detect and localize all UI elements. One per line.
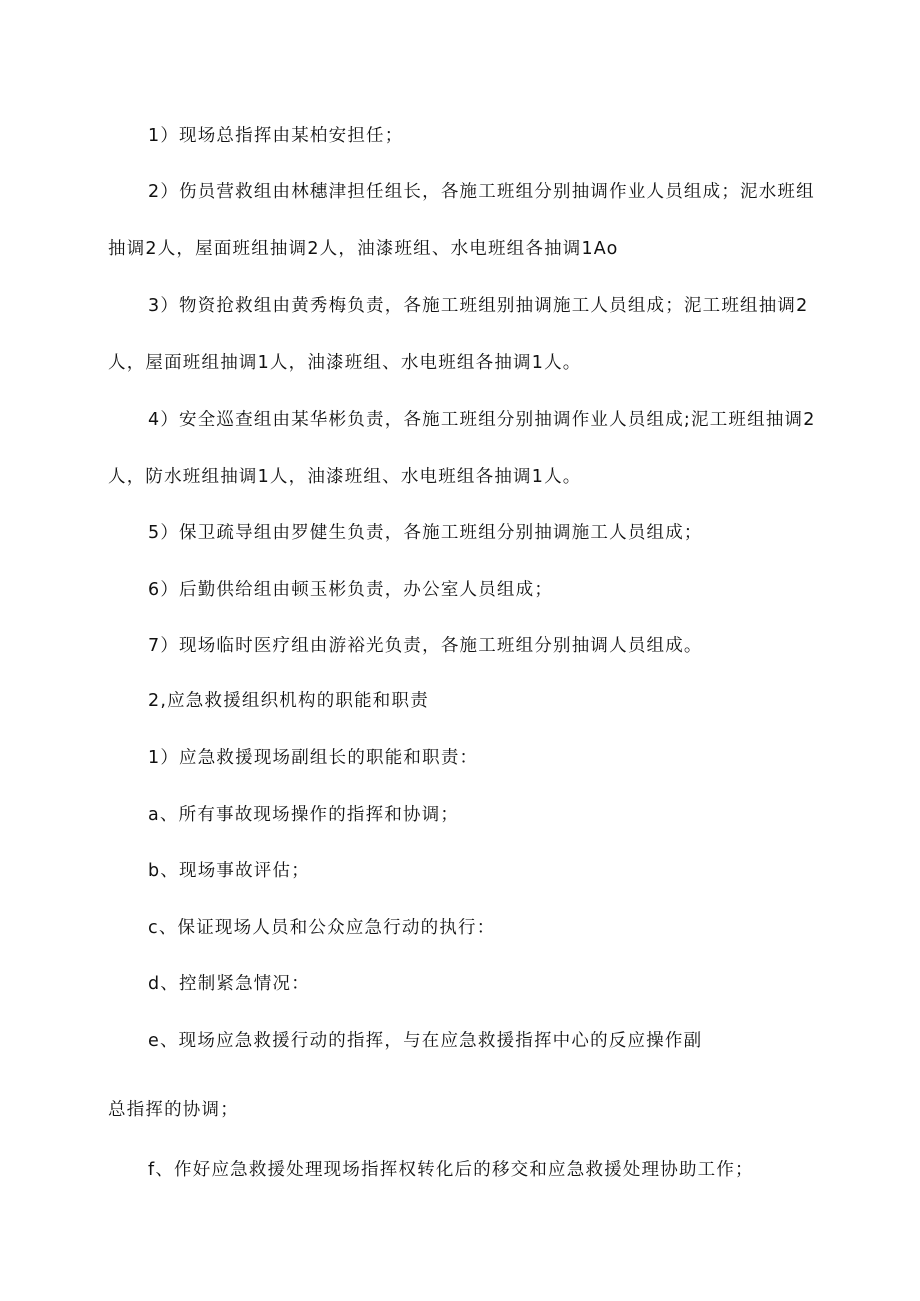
text-line: c、保证现场人员和公众应急行动的执行： — [148, 918, 496, 938]
text-line: 3）物资抢救组由黄秀梅负责，各施工班组别抽调施工人员组成；泥工班组抽调2 — [148, 296, 809, 316]
text-line: f、作好应急救援处理现场指挥权转化后的移交和应急救援处理协助工作； — [148, 1160, 754, 1180]
text-line: a、所有事故现场操作的指挥和协调； — [148, 805, 460, 825]
text-line: b、现场事故评估； — [148, 861, 310, 881]
section-heading: 2,应急救援组织机构的职能和职责 — [148, 691, 429, 711]
text-line: 1）应急救援现场副组长的职能和职责： — [148, 748, 479, 768]
text-line: 5）保卫疏导组由罗健生负责，各施工班组分别抽调施工人员组成； — [148, 523, 703, 543]
text-line: 人，屋面班组抽调1人，油漆班组、水电班组各抽调1人。 — [108, 353, 582, 373]
text-line: d、控制紧急情况： — [148, 974, 310, 994]
text-line: 人，防水班组抽调1人，油漆班组、水电班组各抽调1人。 — [108, 467, 582, 487]
text-line: e、现场应急救援行动的指挥，与在应急救援指挥中心的反应操作副 — [148, 1031, 703, 1051]
text-line: 1）现场总指挥由某柏安担任； — [148, 126, 404, 146]
text-line: 抽调2人，屋面班组抽调2人，油漆班组、水电班组各抽调1Ao — [108, 239, 619, 259]
text-line: 总指挥的协调； — [108, 1100, 239, 1120]
text-line: 7）现场临时医疗组由游裕光负责，各施工班组分别抽调人员组成。 — [148, 636, 703, 656]
text-line: 6）后勤供给组由顿玉彬负责，办公室人员组成； — [148, 580, 554, 600]
text-line: 2）伤员营救组由林穗津担任组长，各施工班组分别抽调作业人员组成；泥水班组 — [148, 182, 815, 202]
text-line: 4）安全巡查组由某华彬负责，各施工班组分别抽调作业人员组成;泥工班组抽调2 — [148, 410, 816, 430]
